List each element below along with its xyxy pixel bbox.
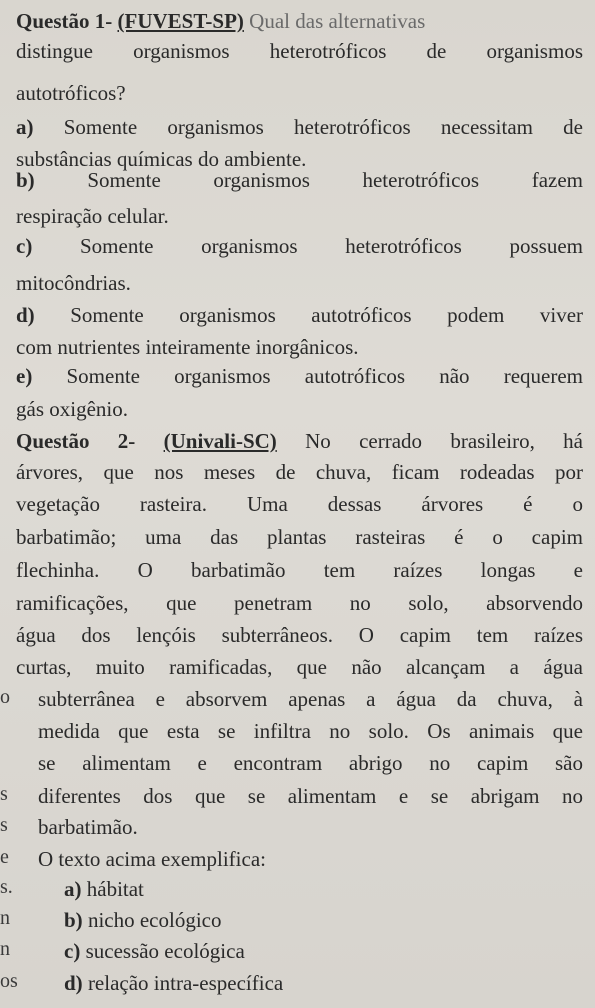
q1-intro-line3: autotróficos?	[16, 81, 126, 105]
q2-header	[16, 428, 583, 454]
q1-option-e-line1	[16, 363, 583, 389]
q2-text-line12: diferentes dos que se alimentam e se abrigam no	[38, 784, 583, 808]
edge-fragment: o	[0, 686, 10, 708]
q1-option-e-letter: e)	[16, 364, 33, 388]
q1-option-d-line1	[16, 302, 583, 328]
q1-intro-line2: distingue organismos heterotróficos de organismos	[16, 39, 583, 63]
q2-text-line10: medida que esta se infiltra no solo. Os animais que	[38, 719, 583, 743]
q1-option-b-line2: respiração celular.	[16, 204, 169, 228]
q1-option-c-text1: Somente organismos heterotróficos possuem	[79, 234, 583, 258]
q2-label: Questão 2-	[16, 429, 136, 453]
q2-text-line11: se alimentam e encontram abrigo no capim são	[38, 751, 583, 775]
q1-option-b-line1	[16, 167, 583, 193]
q2-option-a-letter: a)	[64, 877, 82, 901]
edge-fragment: s	[0, 814, 8, 836]
q2-text-line3: vegetação rasteira. Uma dessas árvores é o	[16, 492, 583, 516]
q2-option-a	[64, 876, 583, 902]
q1-label: Questão 1-	[16, 9, 113, 33]
q1-intro-start: Qual das alternativas	[249, 9, 426, 33]
q2-option-b-text: nicho ecológico	[87, 908, 222, 932]
q2-text-line7: água dos lençóis subterrâneos. O capim tem raízes	[16, 623, 583, 647]
q1-option-d-letter: d)	[16, 303, 35, 327]
q1-option-a-line2: substâncias químicas do ambiente.	[16, 147, 307, 171]
q1-option-a-letter: a)	[16, 115, 34, 139]
q2-prompt: O texto acima exemplifica:	[38, 847, 266, 871]
q2-text-line5: flechinha. O barbatimão tem raízes longas e	[16, 558, 583, 582]
q2-option-d-text: relação intra-específica	[87, 971, 284, 995]
q2-text-line13: barbatimão.	[38, 815, 138, 839]
edge-fragment: os	[0, 970, 18, 992]
edge-fragment: n	[0, 907, 10, 929]
q2-text-line1: No cerrado brasileiro, há	[305, 429, 584, 453]
q2-option-c-text: sucessão ecológica	[85, 939, 245, 963]
q1-option-e-line2: gás oxigênio.	[16, 397, 128, 421]
q2-option-a-text: hábitat	[86, 877, 144, 901]
q2-option-d-letter: d)	[64, 971, 83, 995]
q2-option-c-letter: c)	[64, 939, 81, 963]
q1-option-e-text1: Somente organismos autotróficos não requerem	[66, 364, 583, 388]
edge-fragment: s.	[0, 876, 13, 898]
q2-option-b-letter: b)	[64, 908, 83, 932]
q2-text-line2: árvores, que nos meses de chuva, ficam rodeadas por	[16, 460, 583, 484]
q2-source: (Univali-SC)	[163, 429, 277, 453]
edge-fragment: s	[0, 783, 8, 805]
q2-text-line6: ramificações, que penetram no solo, absorvendo	[16, 591, 583, 615]
q2-text-line4: barbatimão; uma das plantas rasteiras é o capim	[16, 525, 583, 549]
q1-source: (FUVEST-SP)	[117, 9, 244, 33]
q1-header	[16, 8, 583, 34]
q2-option-c	[64, 938, 583, 964]
q2-option-d	[64, 970, 583, 996]
q1-option-a-text1: Somente organismos heterotróficos necessitam de	[63, 115, 583, 139]
q1-option-a-line1	[16, 114, 583, 140]
q1-option-c-line1	[16, 233, 583, 259]
q1-option-d-line2: com nutrientes inteiramente inorgânicos.	[16, 335, 359, 359]
edge-fragment: e	[0, 846, 9, 868]
q1-option-b-letter: b)	[16, 168, 35, 192]
q1-option-c-line2: mitocôndrias.	[16, 271, 131, 295]
q1-option-d-text1: Somente organismos autotróficos podem viver	[70, 303, 584, 327]
edge-fragment: n	[0, 938, 10, 960]
q2-text-line9: subterrânea e absorvem apenas a água da chuva, à	[38, 687, 583, 711]
q2-text-line8: curtas, muito ramificadas, que não alcançam a água	[16, 655, 583, 679]
q1-option-b-text1: Somente organismos heterotróficos fazem	[87, 168, 583, 192]
q1-option-c-letter: c)	[16, 234, 33, 258]
q2-option-b	[64, 907, 583, 933]
